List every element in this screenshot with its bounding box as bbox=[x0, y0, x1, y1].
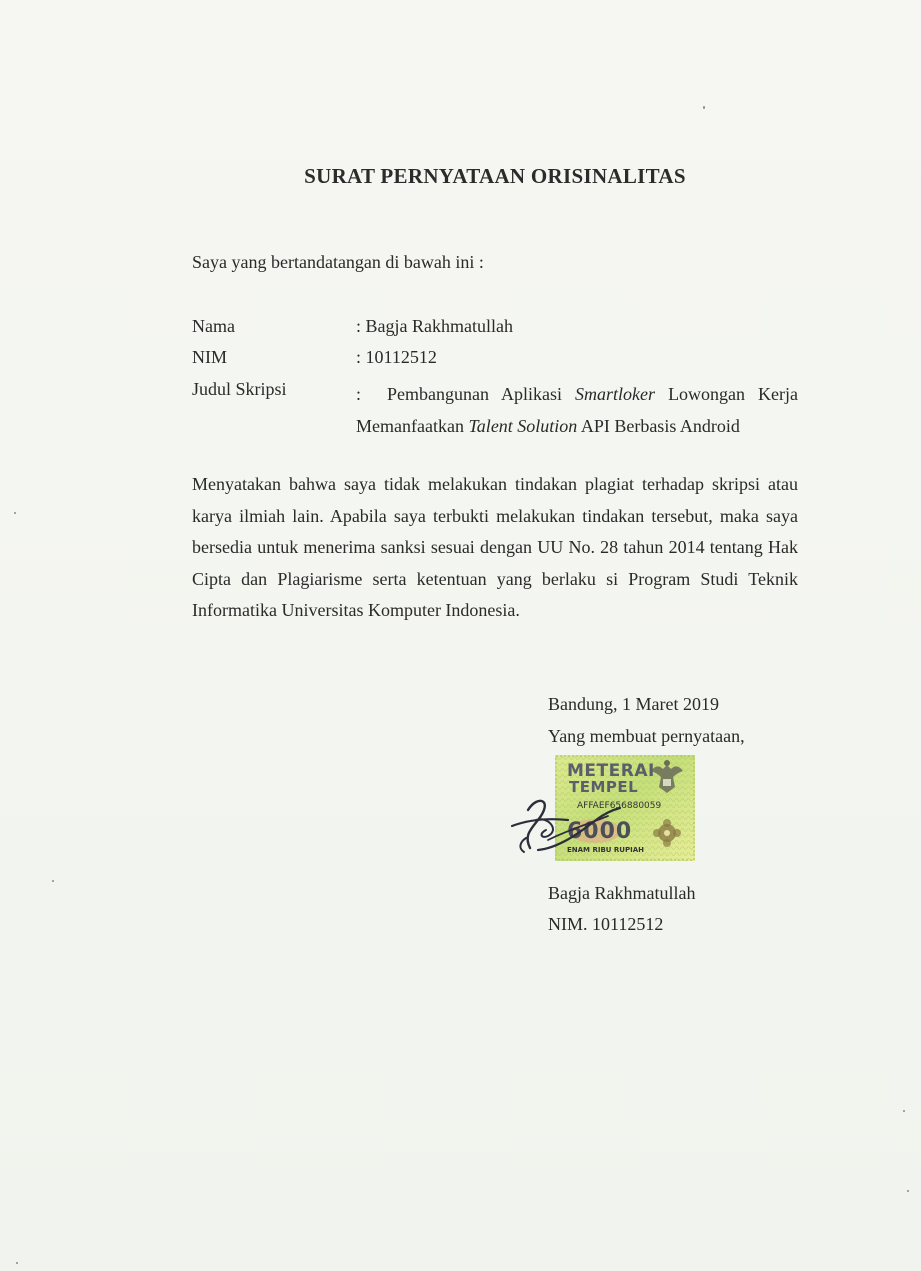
scan-speck bbox=[703, 106, 705, 109]
thesis-text-part1: Pembangunan Aplikasi bbox=[387, 384, 563, 404]
field-value-nim: : 10112512 bbox=[356, 347, 437, 367]
scan-speck bbox=[907, 1190, 909, 1192]
field-label-nama: Nama bbox=[192, 316, 235, 336]
place-date: Bandung, 1 Maret 2019 bbox=[548, 694, 719, 714]
stamp-value: 6000 bbox=[567, 819, 633, 844]
stamp-value-text: ENAM RIBU RUPIAH bbox=[567, 846, 644, 854]
thesis-title-line1 bbox=[356, 378, 798, 410]
statement-paragraph: Menyatakan bahwa saya tidak melakukan tindakan plagiat terhadap skripsi atau karya ilmiah lain. Apabila saya terbukti melakukan tindakan tersebut, maka saya bersedia untuk menerima sanksi sesuai dengan UU No. 28 tahun 2014 tentang Hak Cipta dan Plagiarisme serta ketentuan yang berlaku si Program Studi Teknik Informatika Universitas Komputer Indonesia. bbox=[192, 474, 798, 620]
document-title: SURAT PERNYATAAN ORISINALITAS bbox=[304, 164, 686, 188]
field-label-nim: NIM bbox=[192, 347, 227, 367]
signer-nim: NIM. 10112512 bbox=[548, 914, 664, 934]
intro-text: Saya yang bertandatangan di bawah ini : bbox=[192, 252, 484, 272]
maker-label: Yang membuat pernyataan, bbox=[548, 726, 745, 746]
field-label-judul: Judul Skripsi bbox=[192, 379, 287, 399]
stamp-line1: METERAI bbox=[567, 761, 655, 781]
thesis-title-line2 bbox=[356, 410, 798, 442]
scan-speck bbox=[14, 512, 16, 514]
stamp-serial: AFFAEF656880059 bbox=[577, 801, 662, 811]
thesis-text-italic2: Talent Solution bbox=[468, 416, 578, 436]
scan-speck bbox=[903, 1110, 905, 1112]
thesis-text-part2: Lowongan Kerja bbox=[668, 384, 799, 404]
scan-speck bbox=[16, 1262, 18, 1264]
thesis-title bbox=[356, 378, 798, 442]
thesis-text-part4: API Berbasis Android bbox=[580, 416, 740, 436]
thesis-text-part3: Memanfaatkan bbox=[356, 416, 464, 436]
scan-speck bbox=[52, 880, 54, 882]
thesis-colon: : bbox=[356, 384, 362, 404]
thesis-text-italic1: Smartloker bbox=[575, 384, 656, 404]
stamp-line2: TEMPEL bbox=[569, 778, 639, 796]
handwritten-signature bbox=[508, 790, 648, 862]
field-value-nama: : Bagja Rakhmatullah bbox=[356, 316, 513, 336]
signer-name: Bagja Rakhmatullah bbox=[548, 883, 696, 903]
